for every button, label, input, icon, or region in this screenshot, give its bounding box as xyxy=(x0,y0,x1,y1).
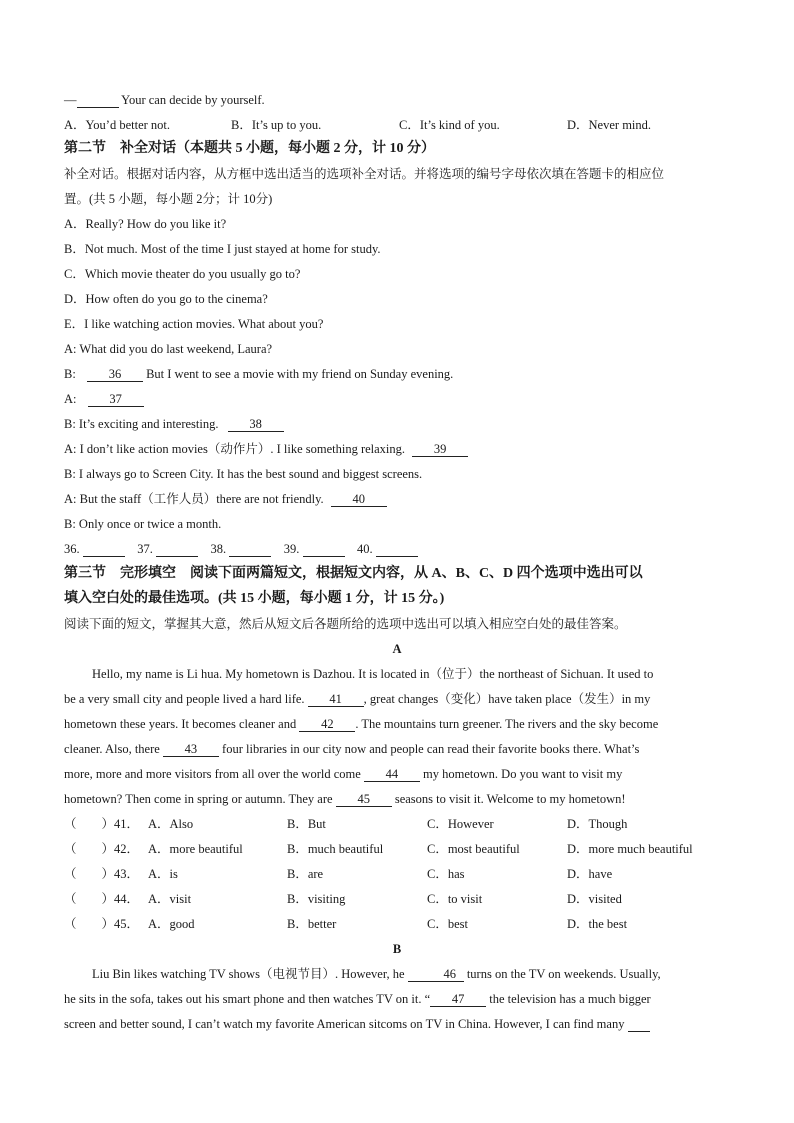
answer-blank[interactable] xyxy=(83,542,125,557)
answer-blank[interactable] xyxy=(303,542,345,557)
dialog-line: B: It’s exciting and interesting. 38 xyxy=(64,415,284,433)
section3-instruction: 阅读下面的短文，掌握其大意，然后从短文后各题所给的选项中选出可以填入相应空白处的最佳答案。 xyxy=(64,617,627,631)
blank-37[interactable]: 37 xyxy=(88,392,144,407)
answer-blank[interactable] xyxy=(229,542,271,557)
dialog-line: B: Only once or twice a month. xyxy=(64,517,222,531)
section2-heading: 第二节 补全对话（本题共 5 小题，每小题 2 分，计 10 分） xyxy=(64,141,435,156)
blank-43[interactable]: 43 xyxy=(163,742,219,757)
blank-36[interactable]: 36 xyxy=(87,367,143,382)
dialog-line: A: What did you do last weekend, Laura? xyxy=(64,342,273,356)
dialog-line: A: 37 xyxy=(64,390,144,408)
passage-a-line: be a very small city and people lived a hard life. 41 , great changes（变化）have taken place（发生）in my xyxy=(64,692,651,706)
section2-instruction-cont: 置。(共 5 小题，每小题 2分；计 10分) xyxy=(64,192,273,206)
blank-42[interactable]: 42 xyxy=(299,717,355,732)
choice-c: C．Which movie theater do you usually go to? xyxy=(64,267,301,281)
passage-a-line: hometown? Then come in spring or autumn. They are 45 seasons to visit it. Welcome to my hometown! xyxy=(64,792,626,806)
passage-a-line: Hello, my name is Li hua. My hometown is Dazhou. It is located in（位于）the northeast of Sichuan. It used to xyxy=(92,667,654,681)
answer-row: 36. 37. 38. 39. 40. xyxy=(64,540,418,558)
passage-b-label: B xyxy=(392,942,402,956)
passage-a-line: more, more and more visitors from all over the world come 44 my hometown. Do you want to visit my xyxy=(64,767,623,781)
blank-38[interactable]: 38 xyxy=(228,417,284,432)
choice-a: A．Really? How do you like it? xyxy=(64,217,227,231)
dialog-line: B: 36 But I went to see a movie with my friend on Sunday evening. xyxy=(64,367,454,381)
blank-45[interactable]: 45 xyxy=(336,792,392,807)
blank-47[interactable]: 47 xyxy=(430,992,486,1007)
blank-40[interactable]: 40 xyxy=(331,492,387,507)
section3-heading: 第三节 完形填空 阅读下面两篇短文，根据短文内容，从 A、B、C、D 四个选项中选出可以 xyxy=(64,566,643,581)
choice-b: B．Not much. Most of the time I just stayed at home for study. xyxy=(64,242,381,256)
blank-46[interactable]: 46 xyxy=(408,967,464,982)
blank-44[interactable]: 44 xyxy=(364,767,420,782)
passage-b-line: he sits in the sofa, takes out his smart phone and then watches TV on it. “ 47 the television has a much bigger xyxy=(64,992,651,1006)
dialog-line: A: But the staff（工作人员）there are not friendly. 40 xyxy=(64,490,387,508)
passage-b-line: Liu Bin likes watching TV shows（电视节目）. However, he 46 turns on the TV on weekends. Usually, xyxy=(92,967,661,981)
choice-d: D．How often do you go to the cinema? xyxy=(64,292,268,306)
blank-48[interactable] xyxy=(628,1017,650,1032)
section2-instruction: 补全对话。根据对话内容，从方框中选出适当的选项补全对话。并将选项的编号字母依次填在答题卡的相应位 xyxy=(64,167,665,181)
answer-blank[interactable] xyxy=(77,93,119,108)
passage-a-line: cleaner. Also, there 43 four libraries in our city now and people can read their favorite books there. What’s xyxy=(64,742,640,756)
dialog-line: A: I don’t like action movies（动作片）. I like something relaxing. 39 xyxy=(64,440,468,458)
q35-stem: — Your can decide by yourself. xyxy=(64,93,265,107)
passage-b-line: screen and better sound, I can’t watch my favorite American sitcoms on TV in China. However, I can find many xyxy=(64,1015,650,1033)
section3-heading-cont: 填入空白处的最佳选项。(共 15 小题，每小题 1 分，计 15 分。) xyxy=(64,591,445,606)
answer-blank[interactable] xyxy=(376,542,418,557)
passage-a-line: hometown these years. It becomes cleaner and 42 . The mountains turn greener. The rivers and the sky become xyxy=(64,717,659,731)
answer-blank[interactable] xyxy=(156,542,198,557)
dialog-line: B: I always go to Screen City. It has the best sound and biggest screens. xyxy=(64,467,423,481)
blank-39[interactable]: 39 xyxy=(412,442,468,457)
blank-41[interactable]: 41 xyxy=(308,692,364,707)
choice-e: E．I like watching action movies. What about you? xyxy=(64,317,324,331)
passage-a-label: A xyxy=(392,642,402,656)
